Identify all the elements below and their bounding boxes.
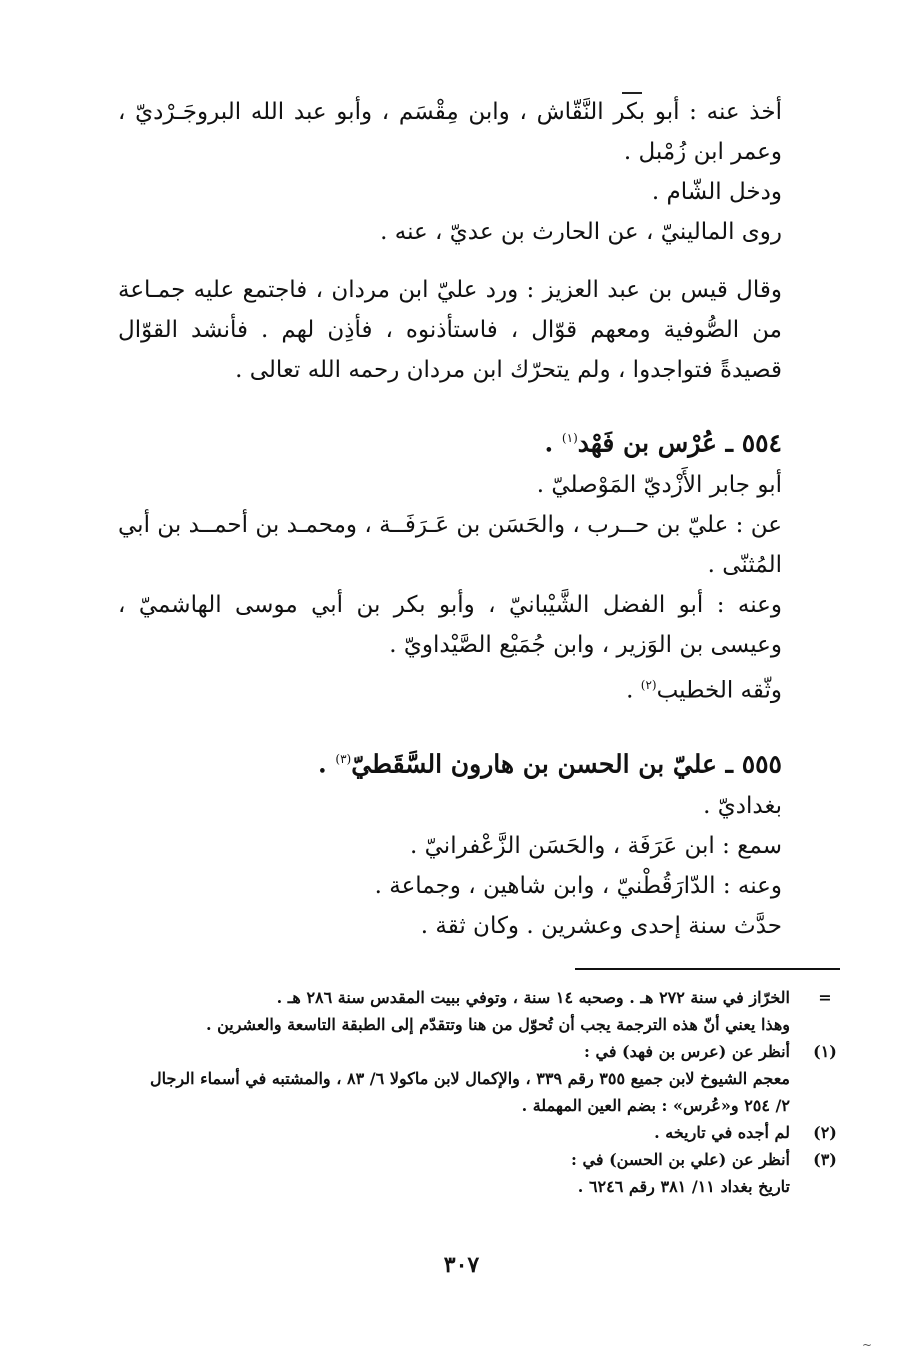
footnote-row xyxy=(150,1011,860,1038)
paragraph-rawa: روى المالينيّ ، عن الحارث بن عديّ ، عنه . xyxy=(380,219,782,245)
footnote-ref-3: (٣) xyxy=(335,751,352,766)
footnote-number xyxy=(790,1173,860,1200)
footnote-separator xyxy=(575,968,840,970)
entry-554-teachers: عن : عليّ بن حــرب ، والحَسَن بن عَـرَفَــة ، ومحمـد بن أحمــد بن أبي المُثنّى . xyxy=(118,512,782,579)
paragraph-dakhal-alsham: ودخل الشّام . xyxy=(651,179,782,205)
page-number: ٣٠٧ xyxy=(443,1252,480,1278)
footnote-number xyxy=(790,1011,860,1038)
footnote-text: وهذا يعني أنّ هذه الترجمة يجب أن تُحوّل من هنا وتتقدّم إلى الطبقة التاسعة والعشرين . xyxy=(205,1015,790,1034)
paragraph-qays-quote: وقال قيس بن عبد العزيز : ورد عليّ ابن مردان ، فاجتمع عليه جمـاعة من الصُّوفية ومعهم قوّال ، فاستأذنوه ، فأذِن لهم . فأنشد القوّال قصيدةً فتواجدوا ، ولم يتحرّك ابن مردان رحمه الله تعالى . xyxy=(118,277,782,383)
footnote-text: تاريخ بغداد ١١/ ٣٨١ رقم ٦٢٤٦ . xyxy=(577,1177,790,1196)
footnote-ref-2: (٢) xyxy=(640,678,657,693)
footnote-number: (٢) xyxy=(813,1123,837,1142)
entry-554-heading: ٥٥٤ ـ عُرْس بن فَهْد$^{(١)}$ . xyxy=(544,428,782,458)
entry-555-origin: بغداديّ . xyxy=(703,793,782,820)
footnote-text: لم أجده في تاريخه . xyxy=(654,1123,790,1142)
footnote-ref-1: (١) xyxy=(561,431,578,445)
footnote-row xyxy=(150,984,860,1011)
entry-555-haddath: حدَّث سنة إحدى وعشرين . وكان ثقة . xyxy=(420,913,782,940)
paragraph-akhadh-anhu: أخذ عنه : أبو بكر النَّقّاش ، وابن مِقْسَم ، وأبو عبد الله البروجَـرْديّ ، وعمر ابن زُمْبل . xyxy=(118,99,782,165)
entry-555-students: وعنه : الدّارَقُطْنيّ ، وابن شاهين ، وجماعة . xyxy=(374,873,782,900)
main-text xyxy=(118,92,840,946)
footnote-row xyxy=(150,1119,860,1146)
footnote-number: (١) xyxy=(813,1042,837,1061)
footnote-text: معجم الشيوخ لابن جميع ٣٥٥ رقم ٣٣٩ ، والإكمال لابن ماكولا ٦/ ٨٣ ، والمشتبه في أسماء الرجال ٢/ ٢٥٤ و«عُرس» : بضم العين المهملة . xyxy=(150,1069,791,1115)
entry-554-students: وعنه : أبو الفضل الشَّيْبانيّ ، وأبو بكر بن أبي موسى الهاشميّ ، وعيسى بن الوَزير ، وابن جُمَيْع الصَّيْداويّ . xyxy=(118,592,782,659)
entry-555-heading: ٥٥٥ ـ عليّ بن الحسن بن هارون السَّقَطيّ$^{(٣)}$ . xyxy=(317,749,782,779)
footnote-number: = xyxy=(818,988,832,1007)
footnotes xyxy=(150,984,860,1200)
footnote-text: أنظر عن (علي بن الحسن) في : xyxy=(571,1150,790,1169)
footnote-row xyxy=(150,1146,860,1173)
entry-555-samia: سمع : ابن عَرَفَة ، والحَسَن الزَّعْفرانيّ . xyxy=(410,833,782,860)
footnote-number: (٣) xyxy=(813,1150,837,1169)
corner-mark: ~ xyxy=(862,1338,873,1352)
footnote-row xyxy=(150,1173,860,1200)
footnote-text: الخرّاز في سنة ٢٧٢ هـ . وصحبه ١٤ سنة ، وتوفي ببيت المقدس سنة ٢٨٦ هـ . xyxy=(276,988,790,1007)
entry-554-nisba: أبو جابر الأَزْديّ المَوْصليّ . xyxy=(536,472,782,499)
footnote-row xyxy=(150,1038,860,1065)
entry-554-tawthiq: وثّقه الخطيب$^{(٢)}$ . xyxy=(626,677,782,704)
footnote-number xyxy=(790,1065,860,1119)
footnote-text: أنظر عن (عرس بن فهد) في : xyxy=(584,1042,790,1061)
footnote-row xyxy=(150,1065,860,1119)
